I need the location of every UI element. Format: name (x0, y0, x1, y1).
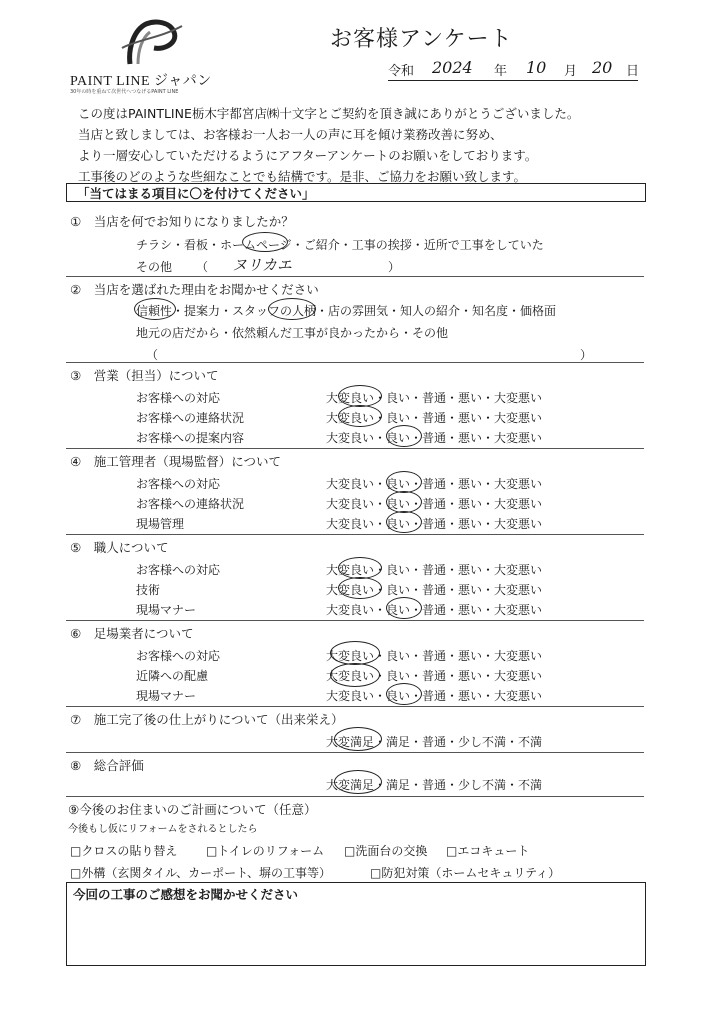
q1-other-label: その他 (136, 260, 173, 274)
q6-scale[interactable]: 大変良い・良い・普通・悪い・大変悪い (326, 669, 543, 683)
q1-label: ① 当店を何でお知りになりましたか？ (70, 214, 294, 229)
q5-item: 現場マナー (136, 603, 197, 617)
intro-line: より一層安心していただけるようにアフターアンケートのお願いをしております。 (78, 148, 538, 163)
answer-circle (134, 298, 176, 320)
checkbox-washbasin[interactable]: □洗面台の交換 (344, 844, 428, 858)
q5-label: ⑤ 職人について (70, 540, 169, 555)
date-year-unit: 年 (494, 64, 508, 79)
page-title: お客様アンケート (330, 27, 513, 52)
checkbox-exterior[interactable]: □外構（玄関タイル、カーポート、塀の工事等） (70, 866, 332, 880)
q4-label: ④ 施工管理者（現場監督）について (70, 454, 281, 469)
divider (66, 362, 644, 363)
q7-scale[interactable]: 大変満足・満足・普通・少し不満・不満 (326, 735, 543, 749)
q4-scale[interactable]: 大変良い・良い・普通・悪い・大変悪い (326, 477, 543, 491)
q4-item: お客様への連絡状況 (136, 497, 245, 511)
logo-mark-icon (116, 18, 186, 68)
q5-item: 技術 (136, 583, 161, 597)
date-day-unit: 日 (626, 64, 640, 79)
answer-circle (338, 577, 382, 599)
q9-sub: 今後もし仮にリフォームをされるとしたら (68, 824, 258, 835)
answer-circle (334, 727, 382, 751)
q7-label: ⑦ 施工完了後の仕上がりについて（出来栄え） (70, 712, 344, 727)
q6-scale[interactable]: 大変良い・良い・普通・悪い・大変悪い (326, 649, 543, 663)
q9-label: ⑨今後のお住まいのご計画について（任意） (68, 802, 317, 817)
q5-item: お客様への対応 (136, 563, 221, 577)
q1-other-open: （ (196, 260, 209, 274)
instruction-box (66, 183, 646, 202)
q6-item: お客様への対応 (136, 649, 221, 663)
answer-circle (338, 405, 382, 427)
answer-circle (386, 491, 422, 513)
divider (66, 534, 644, 535)
q6-item: 近隣への配慮 (136, 669, 209, 683)
logo-brand: PAINT LINE ジャパン (70, 74, 212, 89)
answer-circle (386, 511, 422, 533)
answer-circle (268, 298, 316, 320)
checkbox-security[interactable]: □防犯対策（ホームセキュリティ） (370, 866, 561, 880)
divider (66, 706, 644, 707)
q1-other-value[interactable]: ヌリカエ (232, 256, 292, 274)
answer-circle (334, 770, 382, 794)
q3-item: お客様への提案内容 (136, 431, 245, 445)
q5-scale[interactable]: 大変良い・良い・普通・悪い・大変悪い (326, 563, 543, 577)
q2-options-2[interactable]: 地元の店だから・依然頼んだ工事が良かったから・その他 (136, 326, 449, 340)
q1-other-close: ） (388, 260, 401, 274)
q3-scale[interactable]: 大変良い・良い・普通・悪い・大変悪い (326, 431, 543, 445)
date-day: 20 (592, 58, 613, 77)
q2-paren-open: （ (146, 348, 159, 362)
date-month: 10 (526, 58, 547, 77)
divider (66, 620, 644, 621)
q2-label: ② 当店を選ばれた理由をお聞かせください (70, 282, 319, 297)
divider (66, 796, 644, 797)
q8-label: ⑧ 総合評価 (70, 758, 144, 773)
answer-circle (338, 557, 382, 579)
answer-circle (386, 597, 422, 619)
q3-item: お客様への連絡状況 (136, 411, 245, 425)
answer-circle (338, 385, 382, 407)
q6-item: 現場マナー (136, 689, 197, 703)
instruction-text: 「当てはまる項目に〇を付けてください」 (77, 186, 315, 201)
answer-circle (330, 663, 380, 687)
answer-circle (386, 425, 422, 447)
q2-paren-close: ） (580, 348, 593, 362)
date-year: 2024 (432, 58, 473, 77)
date-month-unit: 月 (564, 64, 578, 79)
q5-scale[interactable]: 大変良い・良い・普通・悪い・大変悪い (326, 583, 543, 597)
divider (66, 752, 644, 753)
answer-circle (242, 232, 288, 252)
intro-line: 工事後のどのような些細なことでも結構です。是非、ご協力をお願い致します。 (78, 169, 527, 184)
q3-label: ③ 営業（担当）について (70, 368, 219, 383)
answer-circle (386, 683, 422, 705)
q3-scale[interactable]: 大変良い・良い・普通・悪い・大変悪い (326, 391, 543, 405)
q1-options[interactable]: チラシ・看板・ホームページ・ご紹介・工事の挨拶・近所で工事をしていた (136, 238, 544, 252)
intro-text (78, 103, 579, 187)
date-line (388, 58, 638, 81)
q4-item: お客様への対応 (136, 477, 221, 491)
q3-item: お客様への対応 (136, 391, 221, 405)
q4-item: 現場管理 (136, 517, 185, 531)
comment-label: 今回の工事のご感想をお聞かせください (73, 887, 299, 902)
q5-scale[interactable]: 大変良い・良い・普通・悪い・大変悪い (326, 603, 543, 617)
q6-label: ⑥ 足場業者について (70, 626, 194, 641)
answer-circle (330, 641, 380, 665)
intro-line: この度はPAINTLINE栃木宇都宮店㈱十文字とご契約を頂き誠にありがとうございました。 (78, 106, 580, 121)
q4-scale[interactable]: 大変良い・良い・普通・悪い・大変悪い (326, 497, 543, 511)
checkbox-cross[interactable]: □クロスの貼り替え (70, 844, 178, 858)
logo-tagline: 30年の時を重ねて次世代へつなげるPAINT LINE (70, 89, 179, 95)
q8-scale[interactable]: 大変満足・満足・普通・少し不満・不満 (326, 778, 543, 792)
date-era: 令和 (388, 64, 415, 79)
divider (66, 276, 644, 277)
q2-options-1[interactable]: 信頼性・提案力・スタッフの人柄・店の雰囲気・知人の紹介・知名度・価格面 (136, 304, 557, 318)
answer-circle (386, 471, 422, 493)
checkbox-toilet[interactable]: □トイレのリフォーム (206, 844, 325, 858)
q4-scale[interactable]: 大変良い・良い・普通・悪い・大変悪い (326, 517, 543, 531)
q3-scale[interactable]: 大変良い・良い・普通・悪い・大変悪い (326, 411, 543, 425)
intro-line: 当店と致しましては、お客様お一人お一人の声に耳を傾け業務改善に努め、 (78, 127, 503, 142)
divider (66, 448, 644, 449)
checkbox-ecocute[interactable]: □エコキュート (446, 844, 530, 858)
comment-box[interactable] (66, 882, 646, 966)
company-logo (66, 18, 236, 96)
q6-scale[interactable]: 大変良い・良い・普通・悪い・大変悪い (326, 689, 543, 703)
